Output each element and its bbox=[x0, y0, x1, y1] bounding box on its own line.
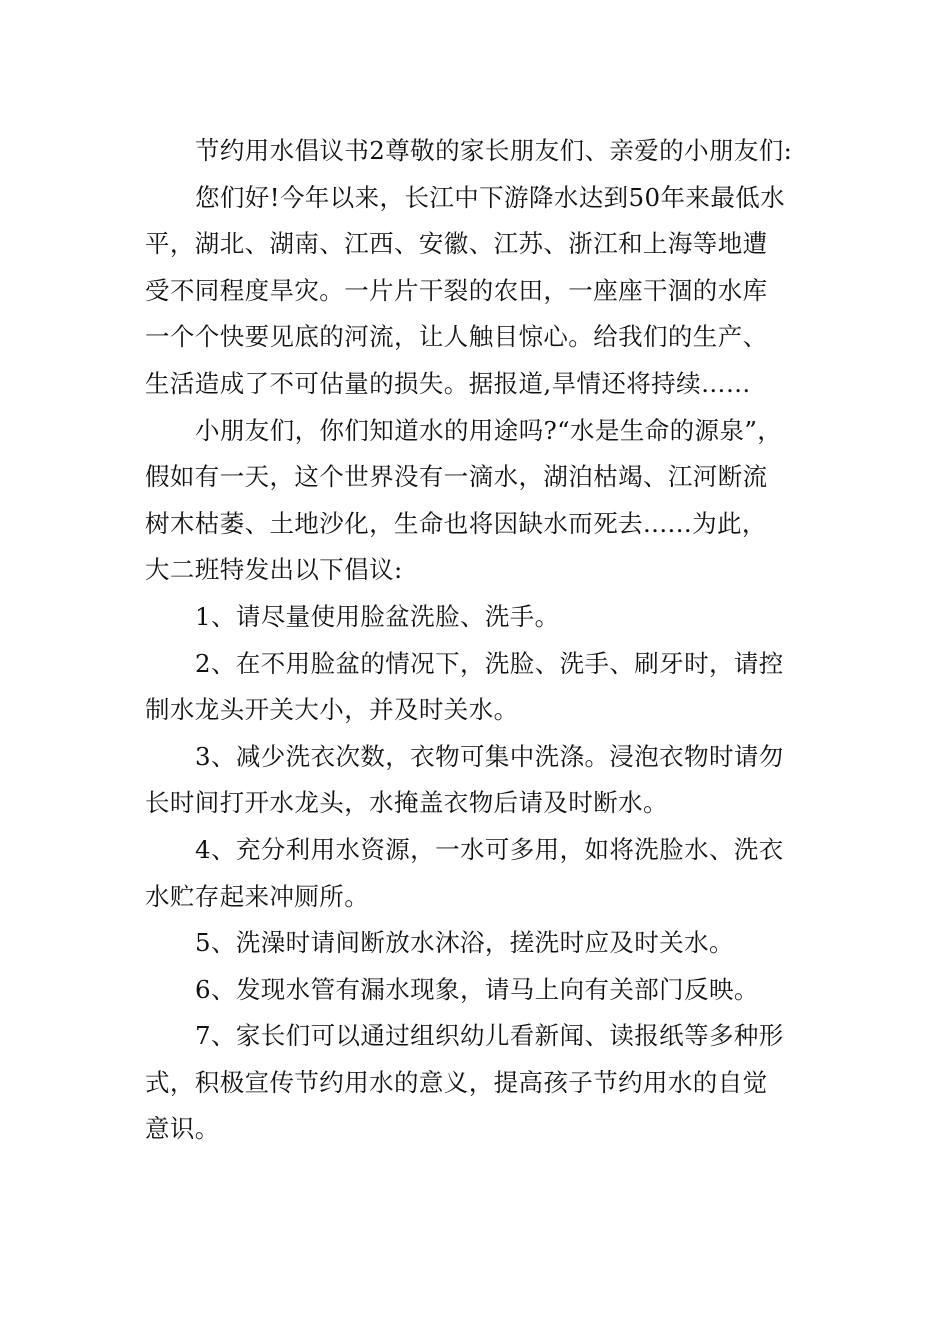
text-line: 1、请尽量使用脸盆洗脸、洗手。 bbox=[195, 601, 560, 631]
text-line: 3、减少洗衣次数，衣物可集中洗涤。浸泡衣物时请勿 bbox=[195, 741, 784, 771]
text-line: 意识。 bbox=[145, 1114, 220, 1144]
text-line: 6、发现水管有漏水现象，请马上向有关部门反映。 bbox=[195, 974, 759, 1004]
text-line: 假如有一天，这个世界没有一滴水，湖泊枯竭、江河断流 bbox=[145, 462, 768, 492]
text-line: 小朋友们，你们知道水的用途吗?“水是生命的源泉”， bbox=[195, 415, 783, 445]
text-line: 节约用水倡议书2尊敬的家长朋友们、亲爱的小朋友们: bbox=[195, 136, 793, 165]
text-line: 受不同程度旱灾。一片片干裂的农田，一座座干涸的水库 bbox=[145, 275, 768, 305]
text-line: 长时间打开水龙头，水掩盖衣物后请及时断水。 bbox=[145, 788, 668, 818]
text-line: 制水龙头开关大小，并及时关水。 bbox=[145, 695, 519, 725]
text-line: 一个个快要见底的河流，让人触目惊心。给我们的生产、 bbox=[145, 322, 768, 352]
text-line: 树木枯萎、土地沙化，生命也将因缺水而死去......为此， bbox=[145, 508, 767, 538]
text-line: 5、洗澡时请间断放水沐浴，搓洗时应及时关水。 bbox=[195, 928, 734, 958]
text-line: 大二班特发出以下倡议: bbox=[145, 555, 403, 585]
text-line: 您们好!今年以来，长江中下游降水达到50年来最低水 bbox=[195, 182, 786, 212]
document-body bbox=[145, 128, 810, 1153]
text-line: 4、充分利用水资源，一水可多用，如将洗脸水、洗衣 bbox=[195, 834, 784, 864]
text-line: 水贮存起来冲厕所。 bbox=[145, 881, 370, 911]
text-line: 平，湖北、湖南、江西、安徽、江苏、浙江和上海等地遭 bbox=[145, 229, 768, 259]
text-line: 式，积极宣传节约用水的意义，提高孩子节约用水的自觉 bbox=[145, 1067, 768, 1097]
text-line: 生活造成了不可估量的损失。据报道,旱情还将持续…… bbox=[145, 368, 751, 398]
text-line: 2、在不用脸盆的情况下，洗脸、洗手、刷牙时，请控 bbox=[195, 648, 784, 678]
text-line: 7、家长们可以通过组织幼儿看新闻、读报纸等多种形 bbox=[195, 1021, 784, 1051]
